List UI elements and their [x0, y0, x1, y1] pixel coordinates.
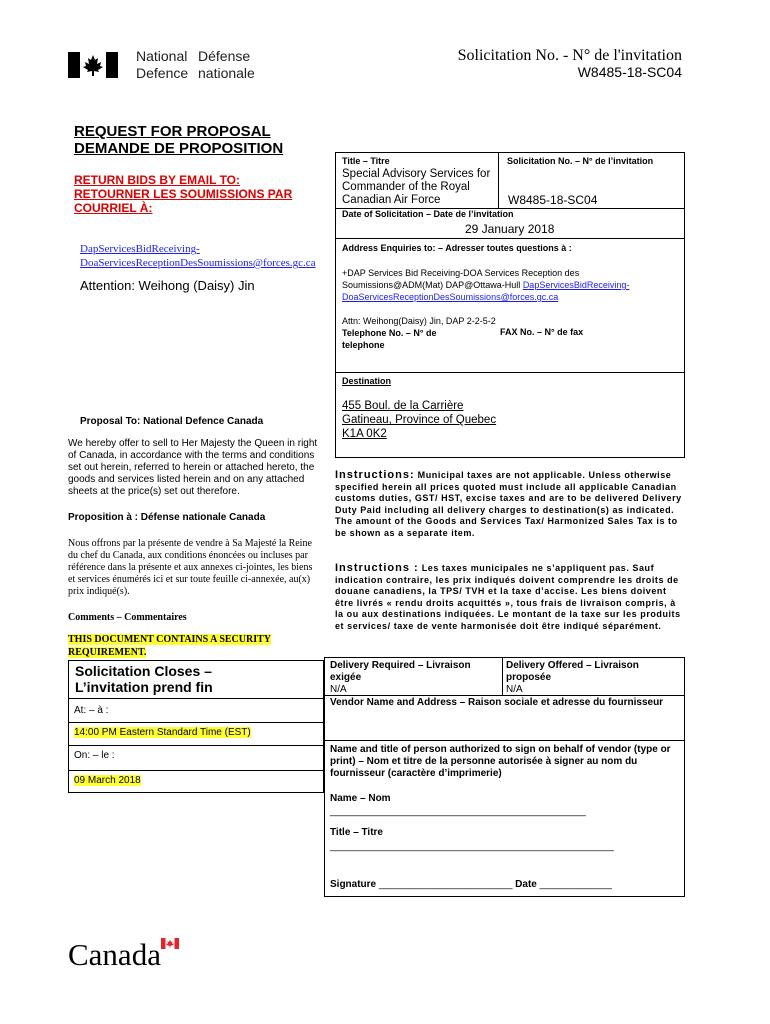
address-enquiries-label: Address Enquiries to: – Adresser toutes questions à : [342, 243, 572, 253]
delivery-offered: Delivery Offered – Livraison proposée N/A [506, 660, 639, 695]
address-enquiries-value: +DAP Services Bid Receiving-DOA Services Reception des Soumissions@ADM(Mat) DAP@Ottawa-Hull DapServicesBidReceiving- DoaServicesReceptionDesSoumissions@forces.gc.ca [342, 268, 630, 302]
department-name-fr: Défense nationale [198, 48, 255, 81]
document-title: REQUEST FOR PROPOSAL DEMANDE DE PROPOSITION [74, 123, 284, 157]
header-solicitation-number: W8485-18-SC04 [577, 64, 682, 80]
instructions-fr: Instructions : Les taxes municipales ne s’appliquent pas. Sauf indication contraire, les prix indiqués doivent comprendre les droits de douane canadiens, la TPS/ TVH et la taxe d’accise. Les biens doivent être livrés « rendu droits acquittés », tous frais de livraison compris, à la ou aux destinations indiquées. Le montant de la taxe sur les produits et services/ taxe de vente harmonisée doit être indiqué séparément. [335, 562, 681, 631]
header-solicitation [458, 47, 682, 81]
attn-line: Attn: Weihong(Daisy) Jin, DAP 2-2-5-2 [342, 316, 496, 326]
comments-label: Comments – Commentaires [68, 612, 187, 623]
canada-wordmark: Canada [68, 937, 161, 972]
proposal-body-en: We hereby offer to sell to Her Majesty the Queen in right of Canada, in accordance with the terms and conditions set out herein, referred to herein or attached hereto, the goods and services listed herein and on any attached sheets at the price(s) set out therefore. [68, 438, 318, 497]
destination-address: 455 Boul. de la Carrière Gatineau, Province of Quebec K1A 0K2 [342, 400, 497, 440]
fax-label: FAX No. – N° de fax [500, 327, 584, 337]
date-of-solicitation-value: 29 January 2018 [465, 222, 555, 236]
title-label: Title – Titre [342, 156, 390, 166]
name-label: Name – Nom [330, 793, 391, 804]
vendor-name-address-label: Vendor Name and Address – Raison sociale et adresse du fournisseur [330, 697, 664, 708]
solicitation-no-label: Solicitation No. – N° de l’invitation [507, 156, 654, 166]
authorized-person-label: Name and title of person authorized to sign on behalf of vendor (type or print) – Nom et titre de la personne autorisée à signer au nom du fournisseur (caractère d’imprimerie) [330, 744, 671, 779]
closes-time: 14:00 PM Eastern Standard Time (EST) [74, 727, 251, 738]
header-solicitation-label: Solicitation No. - N° de l'invitation [457, 47, 682, 64]
closes-title: Solicitation Closes – L’invitation prend fin [75, 663, 213, 695]
wordmark-flag-icon [161, 938, 179, 949]
return-bids-email[interactable]: DapServicesBidReceiving- DoaServicesReceptionDesSoumissions@forces.gc.ca [80, 243, 316, 269]
solicitation-no-value: W8485-18-SC04 [508, 193, 598, 207]
name-field[interactable]: ______________________________________________ [330, 806, 586, 817]
delivery-required: Delivery Required – Livraison exigée N/A [330, 660, 471, 695]
security-requirement: THIS DOCUMENT CONTAINS A SECURITY REQUIREMENT. [68, 634, 272, 658]
signature-row: Signature ________________________ Date _____________ [330, 879, 612, 890]
proposal-body-fr: Nous offrons par la présente de vendre à Sa Majesté la Reine du chef du Canada, aux conditions énoncées ou incluses par référence dans la présente et aux annexes ci-jointes, les biens et services énumérés ici et sur toute feuille ci-annexée, au(x) prix indiqué(s). [68, 538, 313, 597]
canada-flag-logo [68, 52, 118, 78]
signature-field[interactable]: ________________________ [378, 879, 513, 890]
telephone-label: Telephone No. – N° de telephone [342, 328, 437, 350]
closes-date: 09 March 2018 [74, 775, 141, 786]
date-of-solicitation-label: Date of Solicitation – Date de l’invitation [342, 209, 514, 219]
title-field[interactable]: ___________________________________________________ [330, 841, 614, 852]
date-field[interactable]: _____________ [539, 879, 612, 890]
enquiries-email-link-2[interactable]: DoaServicesReceptionDesSoumissions@forces.gc.ca [342, 292, 559, 302]
title-value: Special Advisory Services for Commander of the Royal Canadian Air Force [342, 168, 491, 206]
proposal-heading-en: Proposal To: National Defence Canada [80, 416, 264, 427]
closes-at-label: At: – à : [74, 705, 109, 716]
title-field-label: Title – Titre [330, 827, 383, 838]
department-name-en: National Defence [136, 48, 189, 81]
enquiries-email-link[interactable]: DapServicesBidReceiving- [522, 280, 630, 290]
closes-on-label: On: – le : [74, 750, 115, 761]
proposal-heading-fr: Proposition à : Défense nationale Canada [68, 512, 266, 523]
destination-label: Destination [342, 376, 392, 386]
return-bids-heading: RETURN BIDS BY EMAIL TO: RETOURNER LES SOUMISSIONS PAR COURRIEL À: [74, 173, 293, 215]
attention-line: Attention: Weihong (Daisy) Jin [80, 278, 255, 293]
instructions-en: Instructions: Municipal taxes are not applicable. Unless otherwise specified herein all prices quoted must include all applicable Canadian customs duties, GST/ HST, excise taxes and are to be delivered Delivery Duty Paid including all delivery charges to destination(s) as indicated. The amount of the Goods and Services Tax/ Harmonized Sales Tax is to be shown as a separate item. [335, 469, 682, 538]
